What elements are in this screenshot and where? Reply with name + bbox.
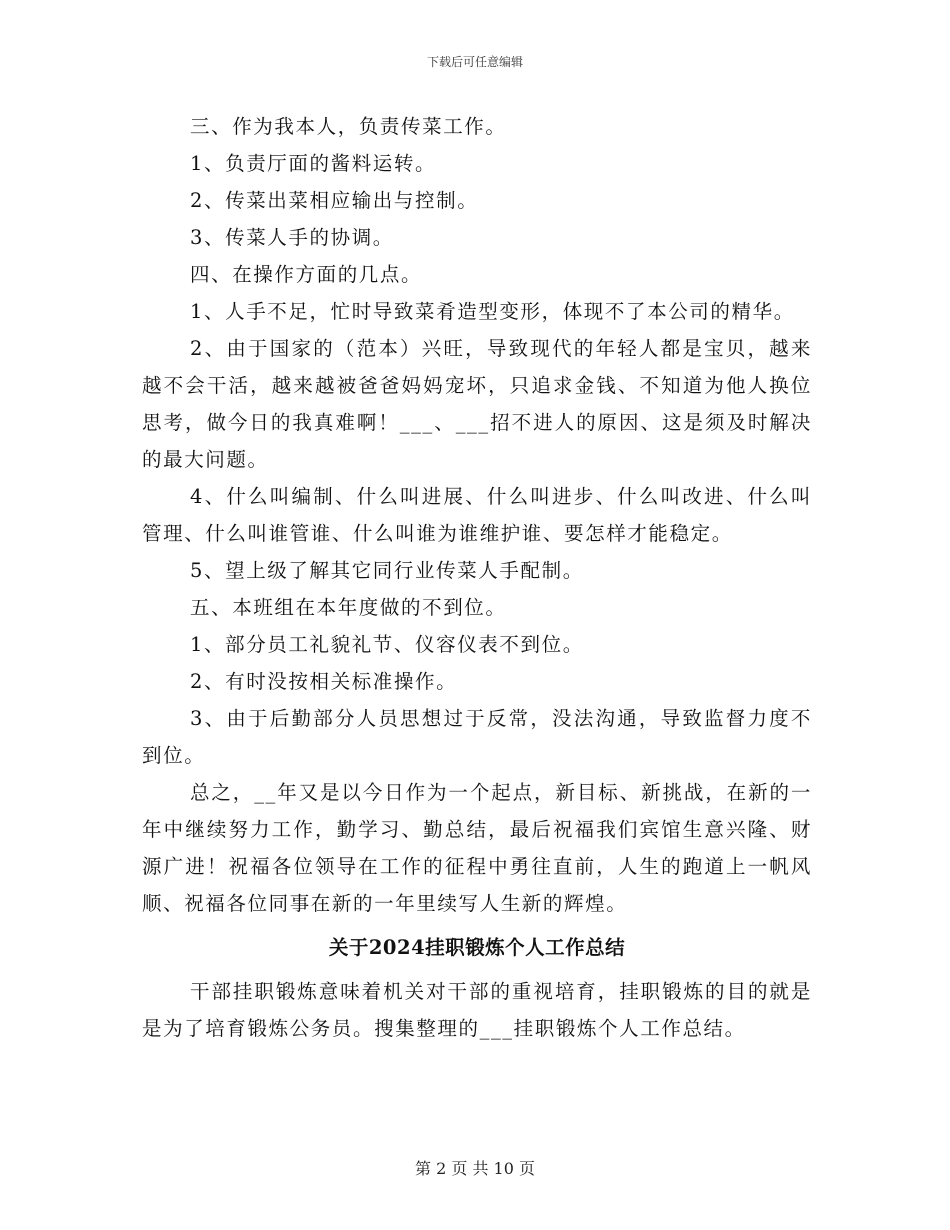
paragraph: 1、部分员工礼貌礼节、仪容仪表不到位。 — [190, 633, 584, 656]
page-footer: 第 2 页 共 10 页 — [415, 1159, 535, 1178]
paragraph: 三、作为我本人，负责传菜工作。 — [190, 115, 507, 138]
document-body — [142, 108, 812, 1047]
paragraph: 干部挂职锻炼意味着机关对干部的重视培育，挂职锻炼的目的就是是为了培育锻炼公务员。搜集整理的___挂职锻炼个人工作总结。 — [142, 980, 812, 1040]
paragraph: 1、负责厅面的酱料运转。 — [190, 152, 437, 175]
paragraph: 2、有时没按相关标准操作。 — [190, 670, 458, 693]
paragraph: 2、由于国家的（范本）兴旺，导致现代的年轻人都是宝贝，越来越不会干活，越来越被爸爸妈妈宠坏，只追求金钱、不知道为他人换位思考，做今日的我真难啊！___、___招不进人的原因、这是须及时解决的最大问题。 — [142, 337, 812, 471]
section-title: 关于2024挂职锻炼个人工作总结 — [328, 936, 626, 959]
paragraph: 五、本班组在本年度做的不到位。 — [190, 596, 507, 619]
paragraph: 5、望上级了解其它同行业传菜人手配制。 — [190, 559, 584, 582]
paragraph: 3、传菜人手的协调。 — [190, 226, 394, 249]
paragraph: 3、由于后勤部分人员思想过于反常，没法沟通，导致监督力度不到位。 — [142, 707, 812, 767]
paragraph: 总之，__年又是以今日作为一个起点，新目标、新挑战，在新的一年中继续努力工作，勤学习、勤总结，最后祝福我们宾馆生意兴隆、财源广进！祝福各位领导在工作的征程中勇往直前，人生的跑道上一帆风顺、祝福各位同事在新的一年里续写人生新的辉煌。 — [142, 781, 812, 915]
paragraph: 四、在操作方面的几点。 — [190, 263, 423, 286]
paragraph: 4、什么叫编制、什么叫进展、什么叫进步、什么叫改进、什么叫管理、什么叫谁管谁、什么叫谁为谁维护谁、要怎样才能稳定。 — [142, 485, 812, 545]
page-header: 下载后可任意编辑 — [426, 55, 523, 69]
paragraph: 1、人手不足，忙时导致菜肴造型变形，体现不了本公司的精华。 — [190, 300, 795, 323]
paragraph: 2、传菜出菜相应输出与控制。 — [190, 189, 479, 212]
